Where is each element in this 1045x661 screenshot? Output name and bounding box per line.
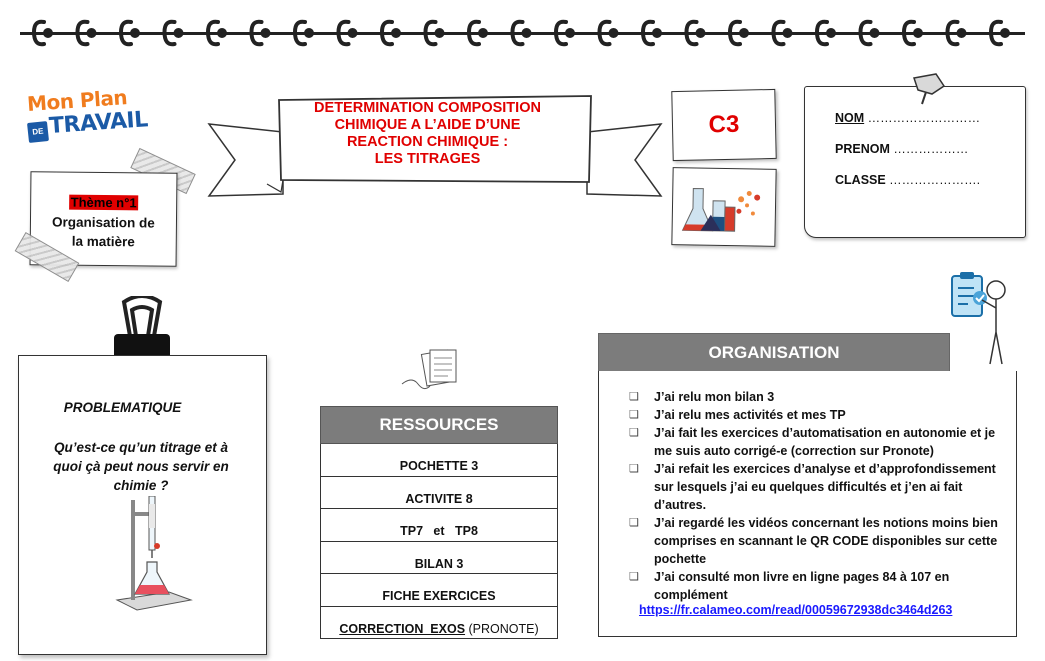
spiral-hole bbox=[1002, 30, 1008, 36]
chemistry-glassware-icon bbox=[672, 168, 775, 246]
logo-line-2: TRAVAIL bbox=[48, 107, 149, 139]
titration-setup-icon bbox=[109, 496, 199, 614]
checklist-item[interactable] bbox=[629, 424, 1007, 460]
spiral-binding bbox=[20, 14, 1025, 58]
checklist-item[interactable] bbox=[629, 406, 1007, 424]
correction-source: (PRONOTE) bbox=[465, 621, 539, 636]
spiral-hole bbox=[567, 30, 573, 36]
classe-dots: …………………. bbox=[885, 173, 981, 187]
checkbox-icon[interactable]: ❑ bbox=[629, 463, 639, 475]
theme-label-1: Organisation de bbox=[51, 214, 155, 231]
theme-badge: Thème n°1 bbox=[70, 194, 137, 211]
spiral-hole bbox=[698, 30, 704, 36]
checklist-text: J’ai regardé les vidéos concernant les notions moins bien comprises en scannant le QR CODE disponibles sur cette pochette bbox=[654, 516, 998, 566]
checklist-person-icon bbox=[946, 270, 1016, 370]
spiral-hole bbox=[45, 30, 51, 36]
spiral-hole bbox=[741, 30, 747, 36]
spiral-hole bbox=[176, 30, 182, 36]
spiral-hole bbox=[350, 30, 356, 36]
theme-label-2: la matière bbox=[71, 233, 135, 250]
prenom-field[interactable] bbox=[835, 142, 968, 156]
checklist-text: J’ai consulté mon livre en ligne pages 84 à 107 en complément bbox=[654, 570, 950, 602]
checklist-text: J’ai relu mon bilan 3 bbox=[654, 390, 775, 404]
checklist-text: J’ai refait les exercices d’analyse et d’approfondissement sur lesquels j’ai eu quelques difficultés et j’en ai fait d’autres. bbox=[654, 462, 996, 512]
ressource-item[interactable]: ACTIVITE 8 bbox=[320, 477, 558, 510]
page-title bbox=[285, 100, 570, 168]
checklist-item[interactable] bbox=[629, 388, 1007, 406]
prenom-dots: ……………… bbox=[889, 142, 969, 156]
checklist-text: J’ai relu mes activités et mes TP bbox=[654, 408, 846, 422]
spiral-hole bbox=[132, 30, 138, 36]
prenom-label: PRENOM bbox=[835, 142, 890, 156]
checkbox-icon[interactable]: ❑ bbox=[629, 517, 639, 529]
spiral-hole bbox=[480, 30, 486, 36]
chemistry-card bbox=[671, 167, 776, 247]
nom-field[interactable] bbox=[835, 111, 980, 125]
spiral-hole bbox=[915, 30, 921, 36]
correction-label: CORRECTION EXOS bbox=[339, 621, 466, 636]
spiral-hole bbox=[263, 30, 269, 36]
ressource-item[interactable]: FICHE EXERCICES bbox=[320, 574, 558, 607]
checkbox-icon[interactable]: ❑ bbox=[629, 409, 639, 421]
spiral-hole bbox=[828, 30, 834, 36]
ressource-item[interactable]: POCHETTE 3 bbox=[320, 444, 558, 477]
checkbox-icon[interactable]: ❑ bbox=[629, 571, 639, 583]
spiral-hole bbox=[785, 30, 791, 36]
ressources-table bbox=[320, 406, 558, 639]
classe-field[interactable] bbox=[835, 173, 980, 187]
chapter-code: C3 bbox=[708, 110, 740, 139]
mon-plan-de-travail-logo bbox=[26, 85, 163, 152]
spiral-hole bbox=[524, 30, 530, 36]
checkbox-icon[interactable]: ❑ bbox=[629, 427, 639, 439]
spiral-hole bbox=[611, 30, 617, 36]
organisation-box bbox=[598, 371, 1017, 637]
spiral-hole bbox=[654, 30, 660, 36]
spiral-hole bbox=[872, 30, 878, 36]
checklist-item[interactable] bbox=[629, 460, 1007, 514]
checkbox-icon[interactable]: ❑ bbox=[629, 391, 639, 403]
ressources-header: RESSOURCES bbox=[320, 406, 558, 444]
nom-label: NOM bbox=[835, 111, 865, 125]
problematique-question: Qu’est-ce qu’un titrage et à quoi çà peut nous servir en chimie ? bbox=[53, 440, 229, 493]
nom-dots: ……………………… bbox=[864, 111, 981, 125]
spiral-hole bbox=[89, 30, 95, 36]
checklist-text: J’ai fait les exercices d’automatisation en autonomie et je me suis auto corrigé-e (correction sur Pronote) bbox=[654, 426, 996, 458]
title-line-4: LES TITRAGES bbox=[374, 151, 481, 167]
organisation-checklist bbox=[629, 388, 1007, 604]
checklist-item[interactable] bbox=[629, 568, 1007, 604]
ressource-item-correction[interactable] bbox=[320, 607, 558, 640]
spiral-hole bbox=[393, 30, 399, 36]
problematique-title: PROBLEMATIQUE bbox=[63, 400, 182, 415]
title-line-2: CHIMIQUE A L’AIDE D’UNE bbox=[334, 117, 521, 133]
classe-label: CLASSE bbox=[835, 173, 886, 187]
pushpin-icon bbox=[906, 72, 952, 108]
organisation-header: ORGANISATION bbox=[598, 333, 950, 373]
title-line-3: REACTION CHIMIQUE : bbox=[346, 134, 509, 150]
title-line-1: DETERMINATION COMPOSITION bbox=[314, 100, 541, 116]
spiral-hole bbox=[219, 30, 225, 36]
documents-icon bbox=[400, 346, 470, 392]
logo-de-badge: DE bbox=[27, 121, 49, 143]
spiral-hole bbox=[306, 30, 312, 36]
ressource-item[interactable]: TP7 et TP8 bbox=[320, 509, 558, 542]
spiral-hole bbox=[959, 30, 965, 36]
ressource-item[interactable]: BILAN 3 bbox=[320, 542, 558, 575]
chapter-card bbox=[671, 89, 776, 161]
calameo-link[interactable]: https://fr.calameo.com/read/00059672938dc3464d263 bbox=[639, 603, 953, 617]
problematique-card bbox=[18, 355, 267, 655]
logo-line-1: Mon Plan bbox=[26, 85, 128, 116]
student-identity-card bbox=[804, 86, 1026, 238]
checklist-item[interactable] bbox=[629, 514, 1007, 568]
spiral-hole bbox=[437, 30, 443, 36]
